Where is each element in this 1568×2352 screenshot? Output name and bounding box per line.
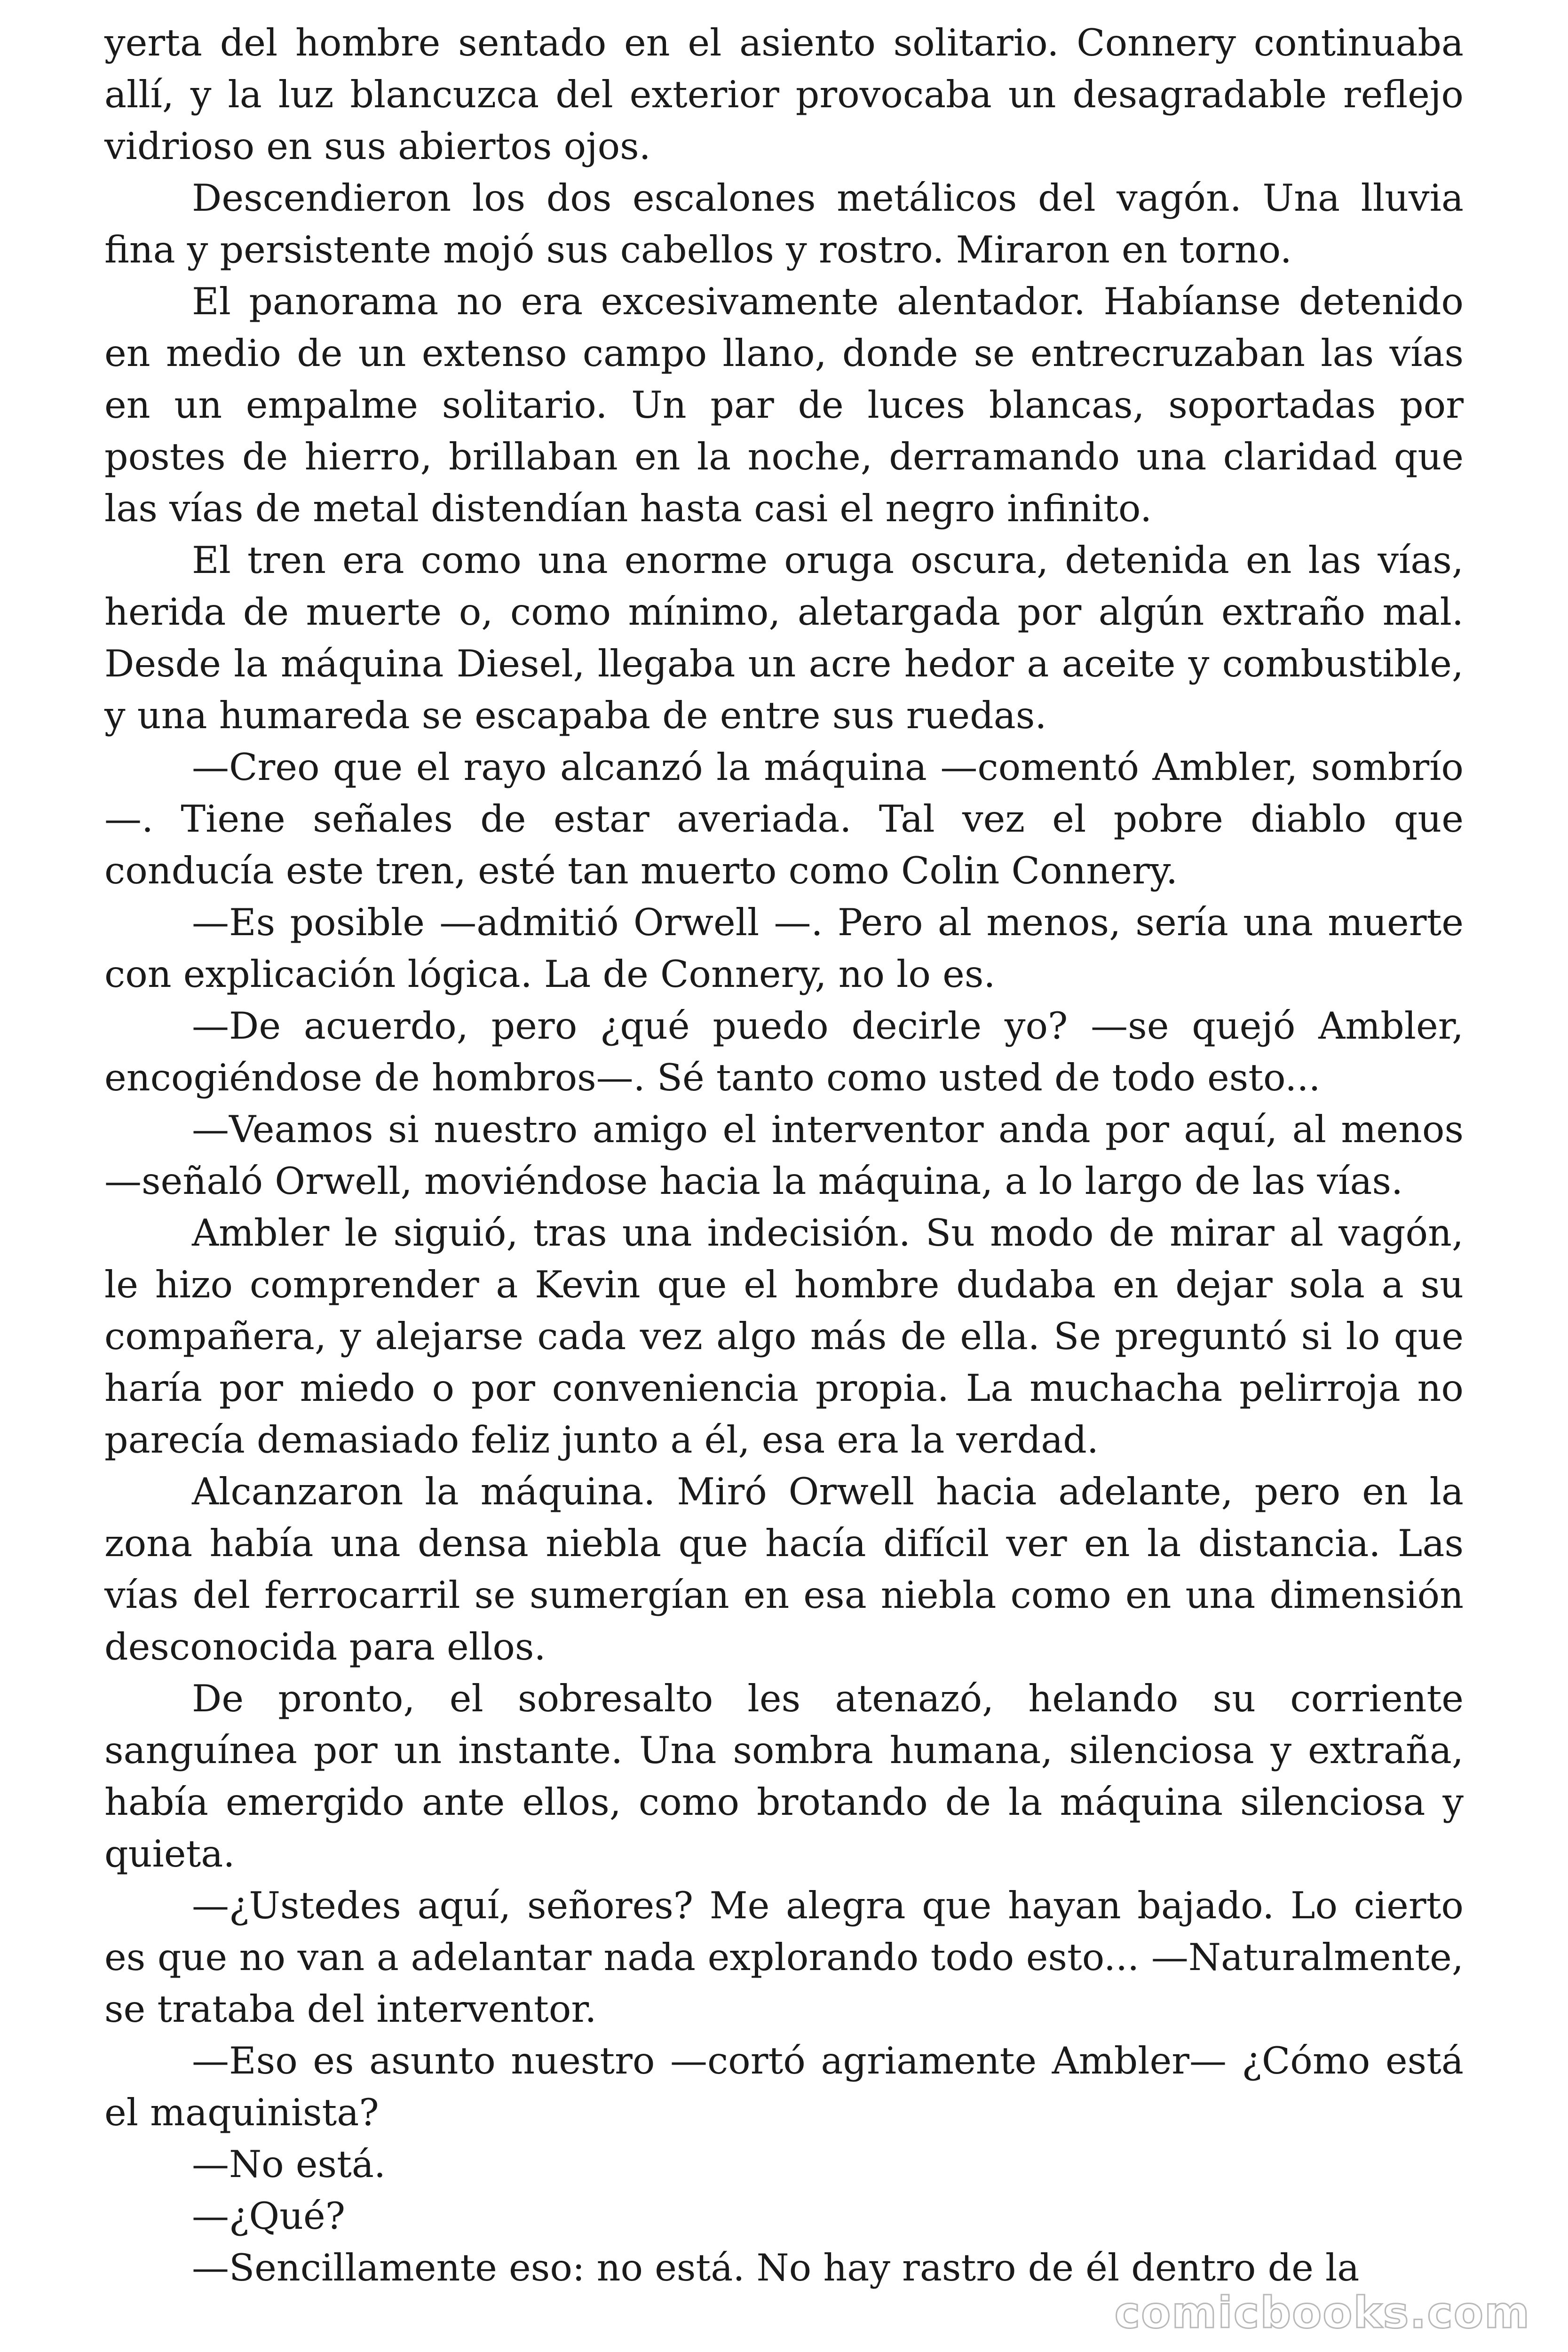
paragraph: Ambler le siguió, tras una indecisión. Su modo de mirar al vagón, le hizo comprender a Kevin que el hombre dudaba en dejar sola a su compañera, y alejarse cada vez algo más de ella. Se preguntó si lo que haría por miedo o por conveniencia propia. La muchacha pelirroja no parecía demasiado feliz junto a él, esa era la verdad.: [104, 1211, 1464, 1462]
paragraph: —No está.: [192, 2143, 386, 2186]
paragraph: yerta del hombre sentado en el asiento solitario. Connery continuaba allí, y la luz blancuzca del exterior provocaba un desagradable reflejo vidrioso en sus abiertos ojos.: [104, 21, 1464, 168]
paragraph: —De acuerdo, pero ¿qué puedo decirle yo? —se quejó Ambler, encogiéndose de hombros—. Sé tanto como usted de todo esto...: [104, 1004, 1464, 1099]
paragraph: —Es posible —admitió Orwell —. Pero al menos, sería una muerte con explicación lógica. La de Connery, no lo es.: [104, 901, 1464, 996]
book-page-text: [104, 17, 1464, 2294]
paragraph: Alcanzaron la máquina. Miró Orwell hacia adelante, pero en la zona había una densa niebla que hacía difícil ver en la distancia. Las vías del ferrocarril se sumergían en esa niebla como en una dimensión desconocida para ellos.: [104, 1470, 1464, 1669]
paragraph: De pronto, el sobresalto les atenazó, helando su corriente sanguínea por un instante. Una sombra humana, silenciosa y extraña, había emergido ante ellos, como brotando de la máquina silenciosa y quieta.: [104, 1677, 1464, 1875]
paragraph: —Veamos si nuestro amigo el interventor anda por aquí, al menos —señaló Orwell, moviéndose hacia la máquina, a lo largo de las vías.: [104, 1108, 1464, 1203]
paragraph: —¿Qué?: [192, 2194, 346, 2238]
paragraph: —Sencillamente eso: no está. No hay rastro de él dentro de la: [192, 2246, 1360, 2289]
paragraph: —Eso es asunto nuestro —cortó agriamente Ambler— ¿Cómo está el maquinista?: [104, 2039, 1464, 2134]
watermark: comicbooks.com: [1114, 2288, 1530, 2338]
paragraph: Descendieron los dos escalones metálicos del vagón. Una lluvia fina y persistente mojó sus cabellos y rostro. Miraron en torno.: [104, 176, 1464, 271]
paragraph: El tren era como una enorme oruga oscura, detenida en las vías, herida de muerte o, como mínimo, aletargada por algún extraño mal. Desde la máquina Diesel, llegaba un acre hedor a aceite y combustible, y una humareda se escapaba de entre sus ruedas.: [104, 539, 1464, 737]
paragraph: —Creo que el rayo alcanzó la máquina —comentó Ambler, sombrío—. Tiene señales de estar averiada. Tal vez el pobre diablo que conducía este tren, esté tan muerto como Colin Connery.: [104, 746, 1464, 892]
paragraph: —¿Ustedes aquí, señores? Me alegra que hayan bajado. Lo cierto es que no van a adelantar nada explorando todo esto... —Naturalmente, se trataba del interventor.: [104, 1884, 1464, 2031]
paragraph: El panorama no era excesivamente alentador. Habíanse detenido en medio de un extenso campo llano, donde se entrecruzaban las vías en un empalme solitario. Un par de luces blancas, soportadas por postes de hierro, brillaban en la noche, derramando una claridad que las vías de metal distendían hasta casi el negro infinito.: [104, 280, 1464, 530]
